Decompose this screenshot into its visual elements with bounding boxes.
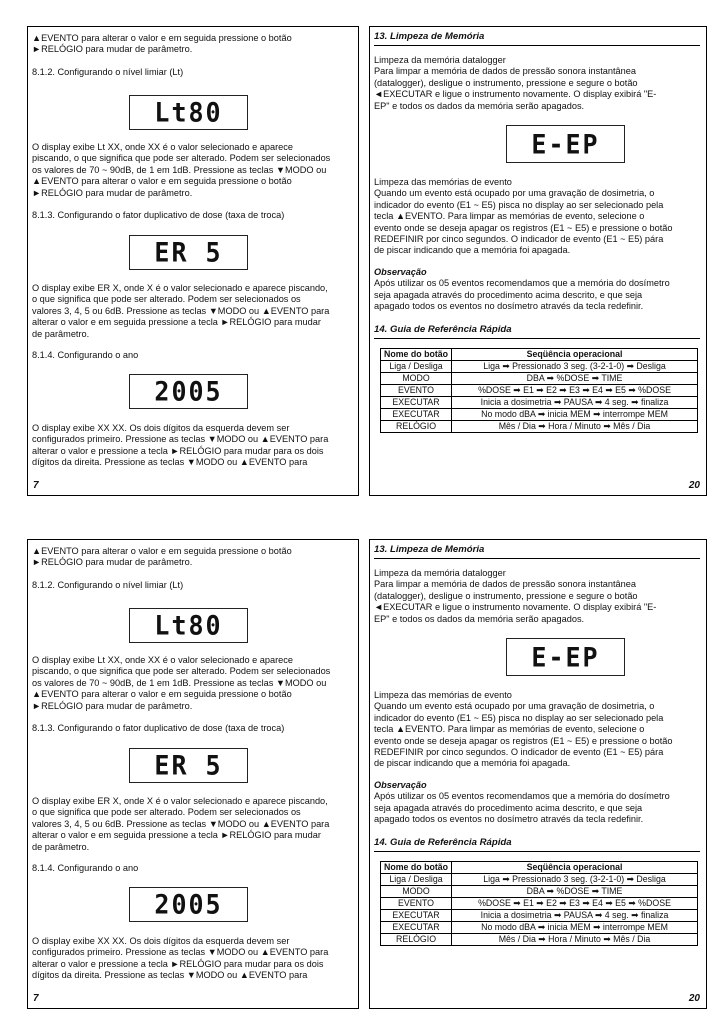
text-line: indicador do evento (E1 ~ E5) pisca no display ao ser selecionado pela: [374, 712, 664, 723]
right-page: [369, 539, 707, 1009]
sheet-2: [27, 539, 707, 1009]
lcd-display-eep: [506, 125, 625, 163]
lcd-text: 2005: [154, 889, 223, 920]
button-name-cell: MODO: [381, 373, 452, 385]
intro-paragraph: [32, 546, 354, 569]
subsection-title: Limpeza das memórias de evento: [374, 690, 512, 700]
table-row: [381, 886, 698, 898]
sequence-cell: %DOSE ➡ E1 ➡ E2 ➡ E3 ➡ E4 ➡ E5 ➡ %DOSE: [452, 898, 698, 910]
text-line: Quando um evento está ocupado por uma gravação de dosimetria, o: [374, 701, 655, 712]
text-line: apagado todos os eventos no dosímetro através da tecla redefinir.: [374, 814, 644, 825]
text-line: de piscar indicando que a memória foi apagada.: [374, 245, 571, 256]
button-name-cell: RELÓGIO: [381, 934, 452, 946]
text-line: Após utilizar os 05 eventos recomendamos que a memória do dosímetro: [374, 791, 670, 802]
page-number: 20: [688, 480, 700, 491]
table-row: [381, 397, 698, 409]
lcd-text: ER 5: [154, 237, 223, 268]
text-line: o que significa que pode ser alterado. Podem ser selecionados os: [32, 807, 301, 818]
lcd-display-year: [129, 887, 248, 922]
table-row: [381, 373, 698, 385]
sequence-cell: No modo dBA ➡ inicia MEM ➡ interrompe MEM: [452, 409, 698, 421]
text-line: Para limpar a memória de dados de pressão sonora instantânea: [374, 579, 636, 590]
table-row: [381, 421, 698, 433]
text-line: REDEFINIR por cinco segundos. O indicador de evento (E1 ~ E5) pára: [374, 234, 664, 245]
text-line: dígitos da direita. Pressione as teclas ▼MODO ou ▲EVENTO para: [32, 457, 308, 468]
text-line: piscando, o que significa que pode ser alterado. Podem ser selecionados: [32, 666, 331, 677]
year-paragraph: [32, 423, 354, 469]
section-8-1-4-title: 8.1.4. Configurando o ano: [32, 350, 139, 360]
text-line: seja apagada através do procedimento acima descrito, e que seja: [374, 289, 643, 300]
page-number: 20: [688, 993, 700, 1004]
subsection-title: Limpeza da memória datalogger: [374, 55, 506, 65]
text-line: (datalogger), desligue o instrumento, pressione e segure o botão: [374, 590, 638, 601]
sequence-cell: Liga ➡ Pressionado 3 seg. (3-2-1-0) ➡ Desliga: [452, 874, 698, 886]
section-8-1-3-title: 8.1.3. Configurando o fator duplicativo de dose (taxa de troca): [32, 210, 285, 220]
text-line: evento onde se deseja apagar os registros (E1 ~ E5) e pressione o botão: [374, 222, 673, 233]
text-line: indicador do evento (E1 ~ E5) pisca no display ao ser selecionado pela: [374, 199, 664, 210]
button-name-cell: EVENTO: [381, 898, 452, 910]
text-line: alterar o valor e pressione a tecla ►RELÓGIO para mudar para os dois: [32, 445, 324, 456]
text-line: ▲EVENTO para alterar o valor e em seguida pressione o botão: [32, 176, 292, 187]
text-line: configurados primeiro. Pressione as teclas ▼MODO ou ▲EVENTO para: [32, 434, 329, 445]
table-row: [381, 910, 698, 922]
sequence-cell: Inicia a dosimetria ➡ PAUSA ➡ 4 seg. ➡ finaliza: [452, 397, 698, 409]
text-line: valores 3, 4, 5 ou 6dB. Pressione as teclas ▼MODO ou ▲EVENTO para: [32, 818, 330, 829]
text-line: de parâmetro.: [32, 328, 90, 339]
lt-paragraph: [32, 655, 354, 712]
lcd-display-er: [129, 748, 248, 783]
button-name-cell: RELÓGIO: [381, 421, 452, 433]
text-line: O display exibe ER X, onde X é o valor selecionado e aparece piscando,: [32, 283, 328, 293]
text-line: O display exibe ER X, onde X é o valor selecionado e aparece piscando,: [32, 796, 328, 806]
lcd-text: Lt80: [154, 97, 223, 128]
sequence-cell: DBA ➡ %DOSE ➡ TIME: [452, 886, 698, 898]
lcd-display-year: [129, 374, 248, 409]
quick-reference-table: [380, 348, 698, 433]
lcd-display-eep: [506, 638, 625, 676]
lcd-text: E-EP: [531, 128, 600, 160]
text-line: ▲EVENTO para alterar o valor e em seguida pressione o botão: [32, 689, 292, 700]
text-line: alterar o valor e pressione a tecla ►RELÓGIO para mudar para os dois: [32, 958, 324, 969]
text-line: piscando, o que significa que pode ser alterado. Podem ser selecionados: [32, 153, 331, 164]
year-paragraph: [32, 936, 354, 982]
text-line: (datalogger), desligue o instrumento, pressione e segure o botão: [374, 77, 638, 88]
quick-reference-table: [380, 861, 698, 946]
table-row: [381, 385, 698, 397]
text-line: ►RELÓGIO para mudar de parâmetro.: [32, 44, 193, 55]
er-paragraph: [32, 283, 354, 340]
text-line: REDEFINIR por cinco segundos. O indicador de evento (E1 ~ E5) pára: [374, 747, 664, 758]
text-line: ▲EVENTO para alterar o valor e em seguida pressione o botão: [32, 546, 292, 556]
lt-paragraph: [32, 142, 354, 199]
text-line: ►RELÓGIO para mudar de parâmetro.: [32, 700, 193, 711]
text-line: alterar o valor e em seguida pressione a tecla ►RELÓGIO para mudar: [32, 830, 321, 841]
section-8-1-2-title: 8.1.2. Configurando o nível limiar (Lt): [32, 580, 184, 590]
section-8-1-2-title: 8.1.2. Configurando o nível limiar (Lt): [32, 67, 184, 77]
text-line: alterar o valor e em seguida pressione a tecla ►RELÓGIO para mudar: [32, 317, 321, 328]
button-name-cell: MODO: [381, 886, 452, 898]
table-row: [381, 922, 698, 934]
text-line: seja apagada através do procedimento acima descrito, e que seja: [374, 802, 643, 813]
page-number: 7: [33, 993, 39, 1004]
sequence-cell: Mês / Dia ➡ Hora / Minuto ➡ Mês / Dia: [452, 421, 698, 433]
text-line: o que significa que pode ser alterado. Podem ser selecionados os: [32, 294, 301, 305]
table-row: [381, 874, 698, 886]
subsection-title: Limpeza das memórias de evento: [374, 177, 512, 187]
button-name-cell: EVENTO: [381, 385, 452, 397]
table-header-row: [381, 349, 698, 361]
table-header-row: [381, 862, 698, 874]
right-page: [369, 26, 707, 496]
text-line: EP" e todos os dados da memória serão apagados.: [374, 613, 585, 624]
left-page: [27, 26, 359, 496]
er-paragraph: [32, 796, 354, 853]
text-line: ◄EXECUTAR e ligue o instrumento novamente. O display exibirá "E-: [374, 602, 657, 613]
lcd-text: Lt80: [154, 610, 223, 641]
column-header: Seqüência operacional: [452, 862, 698, 874]
text-line: Quando um evento está ocupado por uma gravação de dosimetria, o: [374, 188, 655, 199]
section-13-heading: 13. Limpeza de Memória: [374, 544, 700, 559]
button-name-cell: Liga / Desliga: [381, 361, 452, 373]
sequence-cell: No modo dBA ➡ inicia MEM ➡ interrompe MEM: [452, 922, 698, 934]
observation-title: Observação: [374, 780, 427, 790]
button-name-cell: EXECUTAR: [381, 910, 452, 922]
sequence-cell: %DOSE ➡ E1 ➡ E2 ➡ E3 ➡ E4 ➡ E5 ➡ %DOSE: [452, 385, 698, 397]
observation-title: Observação: [374, 267, 427, 277]
section-14-heading: 14. Guia de Referência Rápida: [374, 324, 700, 339]
sequence-cell: Mês / Dia ➡ Hora / Minuto ➡ Mês / Dia: [452, 934, 698, 946]
text-line: Após utilizar os 05 eventos recomendamos que a memória do dosímetro: [374, 278, 670, 289]
column-header: Seqüência operacional: [452, 349, 698, 361]
text-line: ▲EVENTO para alterar o valor e em seguida pressione o botão: [32, 33, 292, 43]
text-line: configurados primeiro. Pressione as teclas ▼MODO ou ▲EVENTO para: [32, 947, 329, 958]
sheet-1: [27, 26, 707, 496]
text-line: valores 3, 4, 5 ou 6dB. Pressione as teclas ▼MODO ou ▲EVENTO para: [32, 305, 330, 316]
text-line: apagado todos os eventos no dosímetro através da tecla redefinir.: [374, 301, 644, 312]
text-line: tecla ▲EVENTO. Para limpar as memórias de evento, selecione o: [374, 724, 645, 735]
page-number: 7: [33, 480, 39, 491]
lcd-text: E-EP: [531, 641, 600, 673]
datalogger-section: [374, 568, 702, 625]
text-line: tecla ▲EVENTO. Para limpar as memórias de evento, selecione o: [374, 211, 645, 222]
left-page: [27, 539, 359, 1009]
table-row: [381, 934, 698, 946]
lcd-text: 2005: [154, 376, 223, 407]
table-row: [381, 898, 698, 910]
text-line: de piscar indicando que a memória foi apagada.: [374, 758, 571, 769]
section-8-1-4-title: 8.1.4. Configurando o ano: [32, 863, 139, 873]
text-line: O display exibe Lt XX, onde XX é o valor selecionado e aparece: [32, 142, 293, 152]
column-header: Nome do botão: [381, 862, 452, 874]
text-line: ►RELÓGIO para mudar de parâmetro.: [32, 557, 193, 568]
section-14-heading: 14. Guia de Referência Rápida: [374, 837, 700, 852]
text-line: os valores de 70 ~ 90dB, de 1 em 1dB. Pressione as teclas ▼MODO ou: [32, 677, 327, 688]
intro-paragraph: [32, 33, 354, 56]
datalogger-section: [374, 55, 702, 112]
sequence-cell: Liga ➡ Pressionado 3 seg. (3-2-1-0) ➡ Desliga: [452, 361, 698, 373]
text-line: dígitos da direita. Pressione as teclas ▼MODO ou ▲EVENTO para: [32, 970, 308, 981]
observation-section: [374, 267, 702, 313]
text-line: evento onde se deseja apagar os registros (E1 ~ E5) e pressione o botão: [374, 735, 673, 746]
text-line: de parâmetro.: [32, 841, 90, 852]
text-line: ◄EXECUTAR e ligue o instrumento novamente. O display exibirá "E-: [374, 89, 657, 100]
button-name-cell: EXECUTAR: [381, 922, 452, 934]
text-line: os valores de 70 ~ 90dB, de 1 em 1dB. Pressione as teclas ▼MODO ou: [32, 164, 327, 175]
table-row: [381, 409, 698, 421]
text-line: O display exibe Lt XX, onde XX é o valor selecionado e aparece: [32, 655, 293, 665]
button-name-cell: EXECUTAR: [381, 409, 452, 421]
sequence-cell: Inicia a dosimetria ➡ PAUSA ➡ 4 seg. ➡ finaliza: [452, 910, 698, 922]
subsection-title: Limpeza da memória datalogger: [374, 568, 506, 578]
text-line: Para limpar a memória de dados de pressão sonora instantânea: [374, 66, 636, 77]
section-13-heading: 13. Limpeza de Memória: [374, 31, 700, 46]
lcd-display-lt: [129, 95, 248, 130]
text-line: ►RELÓGIO para mudar de parâmetro.: [32, 187, 193, 198]
sequence-cell: DBA ➡ %DOSE ➡ TIME: [452, 373, 698, 385]
lcd-display-er: [129, 235, 248, 270]
event-memory-section: [374, 690, 702, 770]
observation-section: [374, 780, 702, 826]
button-name-cell: Liga / Desliga: [381, 874, 452, 886]
lcd-display-lt: [129, 608, 248, 643]
column-header: Nome do botão: [381, 349, 452, 361]
lcd-text: ER 5: [154, 750, 223, 781]
section-8-1-3-title: 8.1.3. Configurando o fator duplicativo de dose (taxa de troca): [32, 723, 285, 733]
text-line: EP" e todos os dados da memória serão apagados.: [374, 100, 585, 111]
button-name-cell: EXECUTAR: [381, 397, 452, 409]
event-memory-section: [374, 177, 702, 257]
table-row: [381, 361, 698, 373]
text-line: O display exibe XX XX. Os dois dígitos da esquerda devem ser: [32, 936, 290, 946]
text-line: O display exibe XX XX. Os dois dígitos da esquerda devem ser: [32, 423, 290, 433]
